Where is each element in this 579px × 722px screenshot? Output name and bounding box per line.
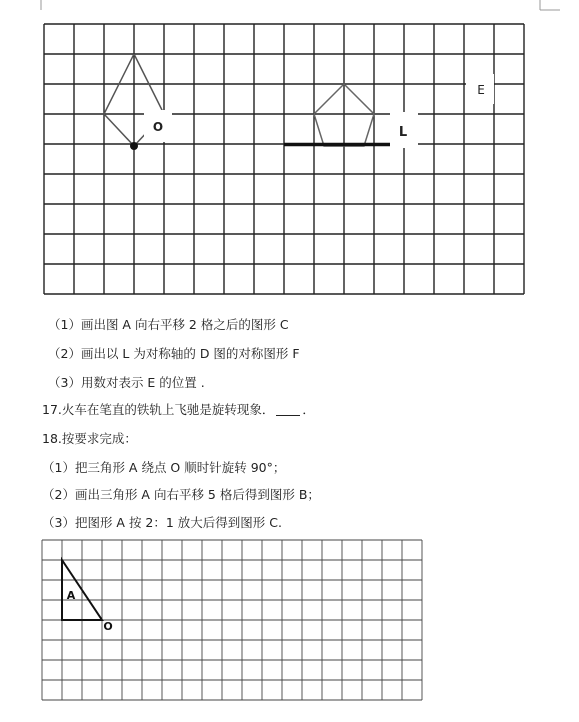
label-o: O [152,120,164,134]
label-a: A [66,589,76,602]
q18-item-2: （2）画出三角形 A 向右平移 5 格后得到图形 B； [42,487,320,502]
q16-item-3: （3）用数对表示 E 的位置 . [48,375,205,390]
q18-heading: 18.按要求完成： [42,431,137,446]
q18-item-1: （1）把三角形 A 绕点 O 顺时针旋转 90°； [42,460,286,475]
q17 [42,402,315,418]
label-e: E [477,83,485,97]
q18-item-3: （3）把图形 A 按 2：1 放大后得到图形 C. [42,515,282,530]
q16-item-1: （1）画出图 A 向右平移 2 格之后的图形 C [48,317,289,332]
label-o-fig2: O [103,620,113,633]
q17-answer-blank[interactable] [276,403,300,416]
label-l: L [398,125,408,140]
figure-2-grid [0,530,579,722]
point-o-dot [130,142,138,150]
q17-text: 17.火车在笔直的铁轨上飞驰是旋转现象． [42,402,275,417]
q16-item-2: （2）画出以 L 为对称轴的 D 图的对称图形 F [48,346,300,361]
figure-1-grid [0,0,579,310]
q17-end: ． [302,402,315,417]
